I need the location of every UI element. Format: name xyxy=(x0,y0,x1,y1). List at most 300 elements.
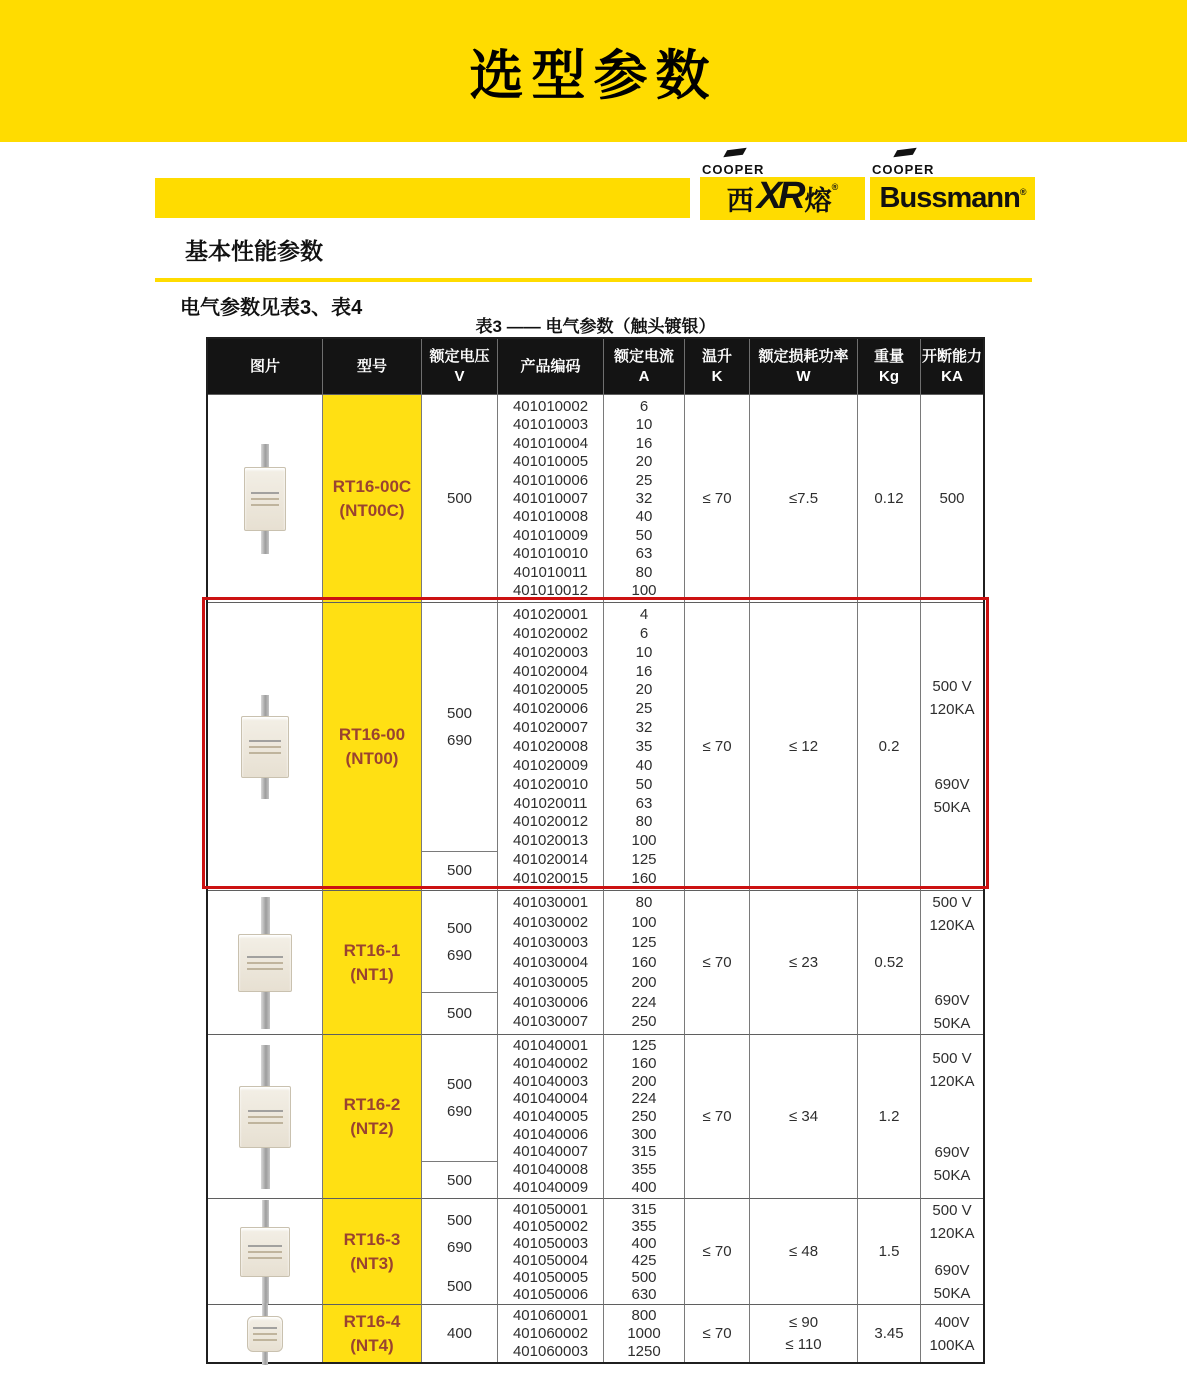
breaking-capacity-group xyxy=(929,891,974,937)
breaking-capacity-value: 500 V xyxy=(932,1201,972,1219)
breaking-capacity-group xyxy=(929,675,974,721)
cooper-leaf-icon xyxy=(723,148,746,157)
fuse-label-line xyxy=(249,752,281,754)
table-reference-note: 电气参数见表3、表4 xyxy=(180,297,363,319)
breaking-capacity-value: 50KA xyxy=(933,1166,971,1184)
rated-current-value: 16 xyxy=(635,434,653,452)
fuse-label-line xyxy=(247,962,283,964)
rated-current-value: 63 xyxy=(635,794,653,812)
voltage-value: 500 xyxy=(446,490,473,507)
fuse-blade-bottom xyxy=(262,1352,268,1365)
product-code: 401020010 xyxy=(512,775,589,793)
breaking-capacity-group xyxy=(934,773,971,819)
product-code: 401020012 xyxy=(512,813,589,831)
xr-latin: XR xyxy=(756,175,802,217)
power-loss-value: ≤ 90 xyxy=(788,1313,819,1331)
product-code: 401020001 xyxy=(512,605,589,623)
product-code-list xyxy=(497,1198,603,1304)
column-header xyxy=(497,339,603,394)
rated-current-value: 10 xyxy=(635,416,653,434)
rated-current-value: 80 xyxy=(635,563,653,581)
weight-cell: 1.2 xyxy=(857,1034,920,1198)
model-alt-name: (NT2) xyxy=(350,1118,394,1138)
power-loss-value: ≤ 48 xyxy=(788,1242,819,1260)
rated-current-value: 400 xyxy=(631,1235,657,1252)
cooper-bussmann-logo xyxy=(870,150,1035,220)
fuse-photo xyxy=(241,695,289,799)
rated-current-value: 224 xyxy=(631,1090,657,1108)
fuse-photo xyxy=(247,1303,283,1365)
product-code: 401050002 xyxy=(512,1218,589,1235)
product-code: 401010002 xyxy=(512,397,589,415)
product-image-cell xyxy=(208,1304,322,1362)
breaking-capacity-value: 50KA xyxy=(933,1284,971,1302)
product-code: 401040009 xyxy=(512,1178,589,1196)
fuse-label-line xyxy=(253,1327,277,1329)
product-code: 401030002 xyxy=(512,914,589,932)
fuse-blade-top xyxy=(261,444,269,467)
xr-registered-mark: ® xyxy=(831,181,839,192)
model-name: RT16-2 xyxy=(343,1094,401,1114)
voltage-value: 500 xyxy=(446,1005,473,1023)
fuse-label-line xyxy=(248,1116,283,1118)
temp-rise-cell: ≤ 70 xyxy=(684,602,749,890)
voltage-group xyxy=(422,1035,497,1161)
product-code: 401020005 xyxy=(512,681,589,699)
rated-current-value: 315 xyxy=(631,1201,657,1218)
breaking-capacity-cell xyxy=(920,1304,983,1362)
product-code: 401040004 xyxy=(512,1090,589,1108)
rated-current-value: 200 xyxy=(631,973,657,991)
voltage-value: 500 xyxy=(446,919,473,937)
voltage-value: 500 xyxy=(446,1171,473,1189)
column-header-label: 图片 xyxy=(249,357,280,375)
column-header xyxy=(322,339,421,394)
column-header-label: 温升 xyxy=(701,347,732,365)
model-cell xyxy=(322,890,421,1034)
fuse-blade-top xyxy=(261,897,270,934)
breaking-capacity-group xyxy=(939,487,964,510)
column-header-unit: KA xyxy=(941,367,963,385)
rated-current-value: 125 xyxy=(631,934,657,952)
yellow-divider-rule xyxy=(155,278,1032,282)
product-code: 401020015 xyxy=(512,869,589,887)
voltage-group xyxy=(422,891,497,992)
rated-current-value: 6 xyxy=(639,624,649,642)
product-code: 401010010 xyxy=(512,545,589,563)
rated-current-value: 300 xyxy=(631,1125,657,1143)
breaking-capacity-value: 400V xyxy=(934,1313,970,1331)
voltage-group xyxy=(422,1305,497,1362)
product-image-cell xyxy=(208,1198,322,1304)
voltage-value: 400 xyxy=(446,1325,473,1342)
voltage-group xyxy=(422,851,497,890)
fuse-blade-top xyxy=(262,1200,269,1227)
product-image-cell xyxy=(208,1034,322,1198)
bussmann-registered-mark: ® xyxy=(1019,187,1026,197)
table-title: 表3 —— 电气参数（触头镀银） xyxy=(475,317,716,336)
product-code: 401020011 xyxy=(513,794,588,812)
column-header xyxy=(208,339,322,394)
breaking-capacity-value: 120KA xyxy=(929,1224,975,1242)
bussmann-label: Bussmann xyxy=(879,182,1020,214)
fuse-body xyxy=(240,1227,290,1277)
rated-current-value: 355 xyxy=(631,1218,657,1235)
weight-cell: 0.12 xyxy=(857,394,920,602)
breaking-capacity-cell xyxy=(920,890,983,1034)
page-banner xyxy=(0,0,1187,142)
fuse-body xyxy=(247,1316,283,1352)
column-header xyxy=(421,339,497,394)
product-code: 401010007 xyxy=(512,489,589,507)
rated-current-value: 315 xyxy=(631,1143,657,1161)
rated-current-value: 1000 xyxy=(627,1324,661,1342)
model-name: RT16-1 xyxy=(343,940,401,960)
breaking-capacity-value: 690V xyxy=(934,1143,970,1161)
cooper-label: COOPER xyxy=(872,162,935,177)
rated-current-value: 80 xyxy=(635,813,653,831)
model-alt-name: (NT00C) xyxy=(339,500,405,520)
fuse-label-line xyxy=(253,1333,277,1335)
fuse-body xyxy=(239,1086,291,1148)
rated-current-value: 32 xyxy=(635,489,653,507)
rated-current-value: 1250 xyxy=(627,1342,661,1360)
fuse-blade-bottom xyxy=(261,778,269,799)
product-code: 401040002 xyxy=(512,1054,589,1072)
rated-current-list xyxy=(603,1034,684,1198)
breaking-capacity-cell xyxy=(920,1198,983,1304)
product-code: 401010008 xyxy=(512,508,589,526)
fuse-body xyxy=(241,716,289,778)
product-code: 401050003 xyxy=(512,1235,589,1252)
product-code: 401050001 xyxy=(512,1201,589,1218)
fuse-label-line xyxy=(249,746,281,748)
power-loss-cell xyxy=(749,602,857,890)
weight-cell: 0.52 xyxy=(857,890,920,1034)
product-image-cell xyxy=(208,602,322,890)
rated-current-value: 25 xyxy=(635,471,653,489)
column-header-label: 型号 xyxy=(356,357,387,375)
fuse-label-line xyxy=(248,1257,282,1259)
breaking-capacity-cell xyxy=(920,1034,983,1198)
rated-current-value: 125 xyxy=(631,1037,657,1055)
page-title: 选型参数 xyxy=(469,45,718,106)
product-code: 401050005 xyxy=(512,1269,589,1286)
column-header-unit: A xyxy=(638,367,650,385)
weight-cell: 0.2 xyxy=(857,602,920,890)
fuse-label-line xyxy=(248,1122,283,1124)
fuse-blade-top xyxy=(261,695,269,716)
fuse-label-line xyxy=(248,1110,283,1112)
product-code: 401030003 xyxy=(512,934,589,952)
product-code: 401020003 xyxy=(512,643,589,661)
weight-cell: 1.5 xyxy=(857,1198,920,1304)
fuse-blade-bottom xyxy=(261,1148,270,1189)
model-cell xyxy=(322,1304,421,1362)
column-header-label: 额定电流 xyxy=(613,347,674,365)
breaking-capacity-value: 120KA xyxy=(929,916,975,934)
column-header-unit: K xyxy=(711,367,723,385)
product-code: 401050004 xyxy=(512,1252,589,1269)
model-alt-name: (NT1) xyxy=(350,964,394,984)
voltage-value: 690 xyxy=(446,1103,473,1120)
breaking-capacity-value: 500 V xyxy=(932,1049,972,1067)
breaking-capacity-value: 690V xyxy=(934,991,970,1009)
fuse-blade-top xyxy=(261,1045,270,1086)
breaking-capacity-value: 500 xyxy=(939,490,965,507)
rated-current-value: 50 xyxy=(635,775,653,793)
fuse-label-line xyxy=(253,1339,277,1341)
power-loss-value: ≤ 12 xyxy=(788,737,819,755)
product-code: 401030007 xyxy=(512,1013,589,1031)
rated-current-list xyxy=(603,602,684,890)
model-alt-name: (NT00) xyxy=(345,748,399,768)
rated-current-value: 50 xyxy=(635,526,653,544)
column-header-label: 额定电压 xyxy=(429,347,490,365)
voltage-value: 690 xyxy=(446,946,473,964)
breaking-capacity-value: 50KA xyxy=(933,1014,971,1032)
rated-current-value: 160 xyxy=(631,953,657,971)
product-code: 401010006 xyxy=(512,471,589,489)
bussmann-wordmark xyxy=(880,182,1026,215)
rated-current-value: 40 xyxy=(635,508,653,526)
power-loss-cell xyxy=(749,1304,857,1362)
column-header-unit: V xyxy=(454,367,465,385)
model-cell xyxy=(322,394,421,602)
column-header-label: 开断能力 xyxy=(921,347,982,365)
fuse-blade-bottom xyxy=(261,531,269,554)
voltage-group xyxy=(422,1161,497,1198)
column-header-label: 重量 xyxy=(873,347,904,365)
power-loss-cell xyxy=(749,394,857,602)
product-code: 401010012 xyxy=(512,582,589,600)
product-code-list xyxy=(497,1034,603,1198)
yellow-brand-bar xyxy=(155,178,690,218)
rated-current-value: 125 xyxy=(631,851,657,869)
model-name: RT16-00 xyxy=(338,724,406,744)
cooper-leaf-icon xyxy=(893,148,916,157)
product-code: 401040006 xyxy=(512,1125,589,1143)
rated-voltage-cell xyxy=(421,1034,497,1198)
product-code: 401040005 xyxy=(512,1107,589,1125)
rated-current-value: 160 xyxy=(631,1054,657,1072)
model-alt-name: (NT3) xyxy=(350,1253,394,1273)
power-loss-value: ≤7.5 xyxy=(788,489,819,507)
rated-current-value: 355 xyxy=(631,1160,657,1178)
column-header-unit: Kg xyxy=(879,367,899,385)
rated-current-value: 100 xyxy=(631,582,657,600)
fuse-label-line xyxy=(247,956,283,958)
power-loss-cell xyxy=(749,1198,857,1304)
breaking-capacity-value: 100KA xyxy=(929,1336,975,1354)
fuse-photo xyxy=(244,444,286,554)
rated-current-value: 250 xyxy=(631,1013,657,1031)
breaking-capacity-value: 50KA xyxy=(933,798,971,816)
product-code: 401010011 xyxy=(513,563,588,581)
cooper-label: COOPER xyxy=(702,162,765,177)
column-header xyxy=(749,339,857,394)
rated-voltage-cell xyxy=(421,602,497,890)
breaking-capacity-cell xyxy=(920,602,983,890)
rated-current-value: 425 xyxy=(631,1252,657,1269)
rated-voltage-cell xyxy=(421,1198,497,1304)
fuse-label-line xyxy=(248,1251,282,1253)
rated-current-value: 6 xyxy=(639,397,649,415)
temp-rise-cell: ≤ 70 xyxy=(684,1304,749,1362)
voltage-value: 500 xyxy=(446,1076,473,1093)
product-code: 401020007 xyxy=(512,719,589,737)
column-header xyxy=(920,339,983,394)
model-cell xyxy=(322,602,421,890)
voltage-value: 500 xyxy=(446,1212,473,1229)
rated-current-value: 224 xyxy=(631,993,657,1011)
rated-current-value: 35 xyxy=(635,737,653,755)
temp-rise-cell: ≤ 70 xyxy=(684,890,749,1034)
breaking-capacity-value: 120KA xyxy=(929,700,975,718)
voltage-value: 690 xyxy=(446,1239,473,1256)
product-code: 401040007 xyxy=(512,1143,589,1161)
product-code: 401020004 xyxy=(512,662,589,680)
fuse-body xyxy=(238,934,292,992)
product-code-list xyxy=(497,1304,603,1362)
fuse-photo xyxy=(238,897,292,1029)
model-alt-name: (NT4) xyxy=(350,1335,394,1355)
xr-wordmark xyxy=(727,175,838,222)
rated-current-value: 16 xyxy=(635,662,653,680)
product-code: 401020014 xyxy=(512,851,589,869)
product-code: 401030001 xyxy=(512,894,589,912)
power-loss-cell xyxy=(749,1034,857,1198)
rated-current-value: 20 xyxy=(635,681,653,699)
electrical-parameters-table xyxy=(206,337,985,1364)
product-code: 401010009 xyxy=(512,526,589,544)
power-loss-value: ≤ 23 xyxy=(788,953,819,971)
breaking-capacity-value: 500 V xyxy=(932,677,972,695)
fuse-blade-bottom xyxy=(261,992,270,1029)
product-code: 401040001 xyxy=(512,1037,589,1055)
voltage-group xyxy=(422,1269,497,1304)
column-header-label: 额定损耗功率 xyxy=(758,347,849,365)
bussmann-logo-box xyxy=(870,177,1035,220)
rated-current-value: 160 xyxy=(631,869,657,887)
product-code: 401020006 xyxy=(512,700,589,718)
product-code-list xyxy=(497,890,603,1034)
rated-current-list xyxy=(603,394,684,602)
product-code: 401040008 xyxy=(512,1160,589,1178)
fuse-photo xyxy=(240,1200,290,1304)
breaking-capacity-value: 500 V xyxy=(932,893,972,911)
breaking-capacity-group xyxy=(934,1141,971,1187)
fuse-blade-top xyxy=(262,1303,268,1316)
rated-current-value: 20 xyxy=(635,453,653,471)
rated-voltage-cell xyxy=(421,394,497,602)
rated-current-value: 10 xyxy=(635,643,653,661)
product-code: 401060003 xyxy=(512,1342,589,1360)
product-code: 401010005 xyxy=(512,453,589,471)
column-header xyxy=(857,339,920,394)
section-heading: 基本性能参数 xyxy=(185,238,323,264)
breaking-capacity-group xyxy=(934,1259,971,1305)
model-name: RT16-3 xyxy=(343,1229,401,1249)
product-code-list xyxy=(497,602,603,890)
product-image-cell xyxy=(208,394,322,602)
product-code: 401060002 xyxy=(512,1324,589,1342)
model-name: RT16-4 xyxy=(343,1311,401,1331)
voltage-value: 690 xyxy=(446,731,473,749)
rated-current-value: 32 xyxy=(635,719,653,737)
rated-current-value: 400 xyxy=(631,1178,657,1196)
breaking-capacity-group xyxy=(929,1047,974,1093)
product-image-cell xyxy=(208,890,322,1034)
model-cell xyxy=(322,1198,421,1304)
breaking-capacity-group xyxy=(929,1199,974,1245)
breaking-capacity-value: 690V xyxy=(934,775,970,793)
breaking-capacity-group xyxy=(934,989,971,1035)
cooper-xr-logo xyxy=(700,150,865,220)
fuse-label-line xyxy=(251,504,279,506)
voltage-value: 500 xyxy=(446,704,473,722)
rated-current-value: 800 xyxy=(631,1307,657,1325)
temp-rise-cell: ≤ 70 xyxy=(684,394,749,602)
breaking-capacity-cell xyxy=(920,394,983,602)
product-code: 401030004 xyxy=(512,953,589,971)
power-loss-value: ≤ 110 xyxy=(785,1335,822,1353)
product-code: 401050006 xyxy=(512,1286,589,1303)
rated-current-value: 100 xyxy=(631,914,657,932)
product-code: 401030006 xyxy=(512,993,589,1011)
rated-current-value: 630 xyxy=(631,1286,657,1303)
rated-current-value: 63 xyxy=(635,545,653,563)
rated-current-list xyxy=(603,890,684,1034)
fuse-blade-bottom xyxy=(262,1277,269,1304)
rated-current-value: 40 xyxy=(635,756,653,774)
column-header xyxy=(684,339,749,394)
rated-current-list xyxy=(603,1198,684,1304)
product-code: 401020002 xyxy=(512,624,589,642)
model-name: RT16-00C xyxy=(332,476,412,496)
xr-cn-right: 熔 xyxy=(804,186,832,216)
rated-voltage-cell xyxy=(421,1304,497,1362)
product-code: 401040003 xyxy=(512,1072,589,1090)
column-header xyxy=(603,339,684,394)
voltage-value: 500 xyxy=(446,1278,473,1295)
voltage-group xyxy=(422,603,497,851)
product-code-list xyxy=(497,394,603,602)
breaking-capacity-value: 120KA xyxy=(929,1072,975,1090)
power-loss-value: ≤ 34 xyxy=(788,1107,819,1125)
voltage-group xyxy=(422,1199,497,1269)
rated-current-value: 80 xyxy=(635,894,653,912)
product-code: 401060001 xyxy=(512,1307,589,1325)
product-code: 401010003 xyxy=(512,416,589,434)
voltage-group xyxy=(422,992,497,1034)
rated-current-list xyxy=(603,1304,684,1362)
fuse-label-line xyxy=(247,968,283,970)
rated-current-value: 100 xyxy=(631,832,657,850)
cooper-wordmark xyxy=(872,150,1035,177)
rated-current-value: 4 xyxy=(639,605,649,623)
rated-current-value: 25 xyxy=(635,700,653,718)
rated-voltage-cell xyxy=(421,890,497,1034)
power-loss-cell xyxy=(749,890,857,1034)
voltage-group xyxy=(422,395,497,602)
model-cell xyxy=(322,1034,421,1198)
voltage-value: 500 xyxy=(446,862,473,880)
product-code: 401020013 xyxy=(512,832,589,850)
rated-current-value: 200 xyxy=(631,1072,657,1090)
weight-cell: 3.45 xyxy=(857,1304,920,1362)
product-code: 401010004 xyxy=(512,434,589,452)
